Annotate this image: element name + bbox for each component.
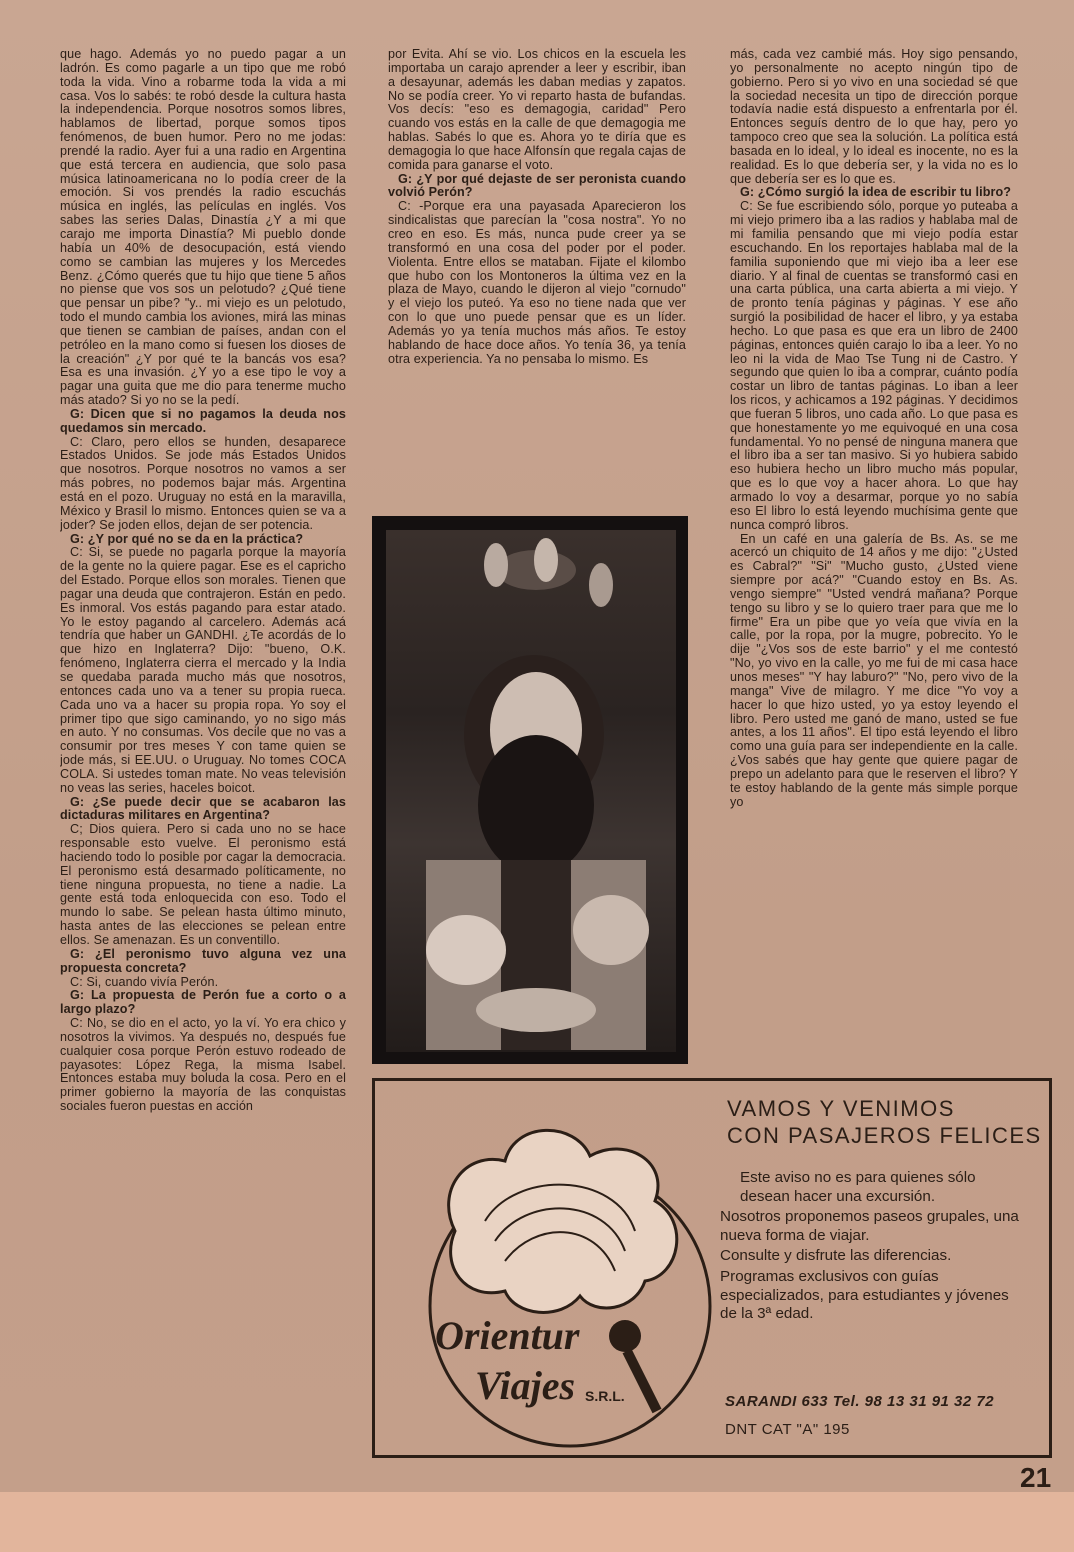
interview-paragraph: C: No, se dio en el acto, yo la ví. Yo era chico y nosotros la vivimos. Ya después no, después fue cualquier cosa porque Perón estuvo rodeado de payasotes: López Rega, la misma Isabel. Entonces estaba muy boluda la cosa. Pero en el primer gobierno la mayoría de las conquistas sociales fueron puestas en acción xyxy=(60,1016,346,1114)
portrait-photo xyxy=(372,516,688,1064)
interview-question: G: ¿El peronismo tuvo alguna vez una propuesta concreta? xyxy=(60,946,346,975)
logo-text-viajes: Viajes xyxy=(475,1363,576,1408)
interview-question: G: ¿Cómo surgió la idea de escribir tu libro? xyxy=(740,185,1012,200)
orientur-logo xyxy=(395,1101,725,1451)
interview-question: G: ¿Y por qué no se da en la práctica? xyxy=(70,531,304,546)
ad-body-paragraph: Nosotros proponemos paseos grupales, una nueva forma de viajar. xyxy=(720,1208,1019,1244)
interview-question: G: ¿Y por qué dejaste de ser peronista cuando volvió Perón? xyxy=(388,171,686,200)
text-column-2 xyxy=(388,48,686,506)
page-number: 21 xyxy=(1020,1462,1052,1493)
interview-paragraph: C: Si, se puede no pagarla porque la mayoría de la gente no la quiere pagar. Ese es el capricho del Estado. Porque ellos son morales. Tienen que pagar una deuda que contrajeron. Están en pedo. Es inmoral. Vos estás pagando para estar atado. Yo le estoy pagando al carcelero. Además acá tendría que haber un GANDHI. ¿Te acordás de lo que hizo en Inglaterra? Dijo: "bueno, O.K. fenómeno, Inglaterra cierra el mercado y la India se quedaba parada mucho más que nosotros, entonces cada uno va a tener su propia rueca. Cada uno va a hacer su propia ropa. Yo soy el primer tipo que sigo caminando, yo no sigo más en auto. Y no consumas. Vos decile que no vas a consumir por tres meses Y con tame quien se jode más, si EE.UU. o Uruguay. No tomes COCA COLA. Si ustedes toman mate. No veas televisión no veas las series, haceles boicot. xyxy=(60,545,346,795)
orientur-advertisement xyxy=(372,1078,1052,1458)
ad-body-paragraph: Consulte y disfrute las diferencias. xyxy=(720,1247,952,1265)
interview-question: G: Dicen que si no pagamos la deuda nos quedamos sin mercado. xyxy=(60,406,346,435)
ad-headline-line-2: CON PASAJEROS FELICES xyxy=(727,1123,1042,1148)
ad-body-paragraph: Programas exclusivos con guías especializados, para estudiantes y jóvenes de la 3ª edad. xyxy=(720,1267,1009,1323)
interview-paragraph: C; Dios quiera. Pero si cada uno no se hace responsable esto vuelve. El peronismo está haciendo todo lo posible por cagar la democracia. El peronismo está desarmado políticamente, no tiene ninguna propuesta, no tiene a nadie. La gente está toda enloquecida con eso. Todo el mundo lo sabe. Se pelean hasta último minuto, hasta antes de las elecciones se pelean entre ellos. Se amenazan. Es un conventillo. xyxy=(60,822,346,947)
ad-body-text xyxy=(720,1169,1025,1324)
text-column-1 xyxy=(60,48,346,1458)
ad-license: DNT CAT "A" 195 xyxy=(725,1421,850,1438)
interview-paragraph: más, cada vez cambié más. Hoy sigo pensando, yo personalmente no acepto ningún tipo de gobierno. Pero si yo vivo en una sociedad sé que la sociedad necesita un tipo de dirección porque todavía nadie está dispuesto a enfrentarla por él. Entonces seguís dentro de lo que hay, pero yo tampoco creo que sea la solución. La política está basada en lo ideal, y lo ideal es inocente, no es la realidad. Es lo que debería ser, y la vida no es lo que debería ser es lo que es. xyxy=(730,48,1018,186)
interview-paragraph: En un café en una galería de Bs. As. se me acercó un chiquito de 14 años y me dijo: "¿Usted es Cabral?" "Si" "Mucho gusto, ¿Usted viene siempre por acá?" "Cuando estoy en Bs. As. vengo siempre" "Usted vendrá mañana? Porque tengo su libro y se lo quiero traer para que me lo firme" Era un pibe que yo veía que vivía en la calle, por la ropa, por la mugre, pobrecito. Yo le dije "¿Vos sos de este barrio" y el me contestó "No, yo vivo en la calle, yo me fui de mi casa hace unos meses" "Y hay laburo?" "No, pero vivo de la manga" Vive de milagro. Y me dice "Yo voy a hacer lo que hizo usted, yo ya estoy leyendo el libro. Pero usted me ganó de mano, usted se fue antes, a los 11 años". El tipo está leyendo el libro como una guía para ser independiente en la calle. ¿Vos sabés que hay gente que quiere pagar de prepo un adelanto para que le reserven el libro? Y te estoy hablando de la gente más simple porque yo xyxy=(730,531,1018,809)
interview-paragraph: C: Claro, pero ellos se hunden, desaparece Estados Unidos. Se jode más Estados Unidos que nosotros. Porque nosotros no vamos a ser más pobres, no podemos bajar más. Argentina está en el pozo. Uruguay no está en la maravilla, México y Brasil lo mismo. Entonces quien se va a joder? Se joden ellos, dejan de ser potencia. xyxy=(60,434,346,532)
interview-question: G: ¿Se puede decir que se acabaron las dictaduras militares en Argentina? xyxy=(60,794,346,823)
interview-paragraph: C: Si, cuando vivía Perón. xyxy=(70,974,219,989)
logo-text-orientur: Orientur xyxy=(435,1313,580,1358)
interview-paragraph: por Evita. Ahí se vio. Los chicos en la escuela les importaba un carajo aprender a leer y escribir, iban a desayunar, además les daban medias y zapatos. No se podía creer. Yo vi reparto hasta de bufandas. Vos decís: "eso es demagogia, caridad" Pero cuando vos estás en la calle de que demagogia me hablas. Sabés lo que es. Ahora yo te diría que es demagogia lo que hace Alfonsín que regala cajas de comida para ganarse el voto. xyxy=(388,48,686,172)
text-column-3 xyxy=(730,48,1018,1058)
interview-paragraph: que hago. Además yo no puedo pagar a un ladrón. Es como pagarle a un tipo que me robó toda la vida. Vino a robarme toda la vida a mi casa. Vos lo sabés: te robó desde la cultura hasta la independencia. Porque nosotros somos libres, hablamos de libertad, porque somos tipos fenómenos, de buen humor. Pero no me jodas: prendé la radio. Ayer fui a una radio en Argentina que está tercera en audiencia, que solo pasa música latinoamericana no lo podía creer de la emoción. Si vos prendés la radio escuchás música en inglés, las películas en inglés. Vos sabes las series Dalas, Dinastía ¿Y a mi que carajo me importa Dinastía? Mi pueblo donde había un 40% de desocupación, está viendo como se cambian las mujeres y los Mercedes Benz. ¿Cómo querés que tu hijo que tiene 5 años no piense que vos sos un pelotudo? ¿Qué tiene que pensar un pibe? "y.. mi viejo es un pelotudo, todo el mundo cambia los aviones, mirá las minas que tienen se cambian de países, andan con el petróleo en la mano como si fuesen los dioses de la creación" ¿Y por qué te la bancás vos esa? Esa es una invasión. ¿Y yo a ese tipo le voy a pagar una guita que me dio para tenerme mucho más atado? Si yo no se la pedí. xyxy=(60,48,346,408)
ad-body-paragraph: Este aviso no es para quienes sólo desean hacer una excursión. xyxy=(740,1169,976,1205)
interview-question: G: La propuesta de Perón fue a corto o a largo plazo? xyxy=(60,988,346,1017)
interview-paragraph: C: Se fue escribiendo sólo, porque yo puteaba a mi viejo primero iba a las radios y hablaba mal de mi familia pensando que mi viejo podía estar escuchando. En los reportajes hablaba mal de la familia suponiendo que mi viejo iba a leer ese diario. Y al final de cuentas se transformó casi en una carta pública, una carta abierta a mi viejo. Y de pronto tenía páginas y páginas. Y ese año surgió la posibilidad de hacer el libro, y ya estaba hecho. Lo que pasa es que era un libro de 2400 páginas, entonces quién carajo lo iba a leer. Yo no leo ni la vida de Mao Tse Tung ni de Castro. Y segundo que quien lo iba a comprar, cuánto podía costar un libro de tantas páginas. Lo iban a leer los ricos, y achicamos a 192 páginas. Y decidimos que fueran 5 libros, uno cada año. Lo que pasa es que honestamente yo me equivoqué en una cosa fundamental. Yo no pensé de ninguna manera que el libro iba a ser tan masivo. Si yo hubiera sabido eso hubiera hecho un libro mucho más popular, que es lo que voy a hacer ahora. Lo que hay armado lo voy a desarmar, porque yo no sabía eso El libro lo está leyendo muchísima gente que nunca compró libros. xyxy=(730,199,1018,532)
page-bottom-margin xyxy=(0,1492,1074,1552)
photo-image xyxy=(386,530,676,1052)
ad-headline xyxy=(727,1095,1047,1149)
ad-address: SARANDI 633 Tel. 98 13 31 91 32 72 xyxy=(725,1393,995,1410)
logo-text-srl: S.R.L. xyxy=(585,1388,625,1404)
ad-headline-line-1: VAMOS Y VENIMOS xyxy=(727,1096,955,1121)
bearded-man-photo-icon xyxy=(386,530,676,1052)
interview-paragraph: C: -Porque era una payasada Aparecieron los sindicalistas que parecían la "cosa nostra". Yo no creo en eso. Es más, nunca pude creer ya se transformó en una cosa del poder por el poder. Violenta. Entre ellos se mataban. Fijate el kilombo que hubo con los Montoneros la última vez en la plaza de Mayo, cuando le dijeron al viejo "cornudo" y el viejo los puteó. Ya eso no tiene nada que ver con lo que uno puede pensar que es un líder. Además yo ya tenía muchos más años. Te estoy hablando de hace doce años. Yo tenía 36, ya tenía otra experiencia. Ya no pensaba lo mismo. Es xyxy=(388,199,686,366)
